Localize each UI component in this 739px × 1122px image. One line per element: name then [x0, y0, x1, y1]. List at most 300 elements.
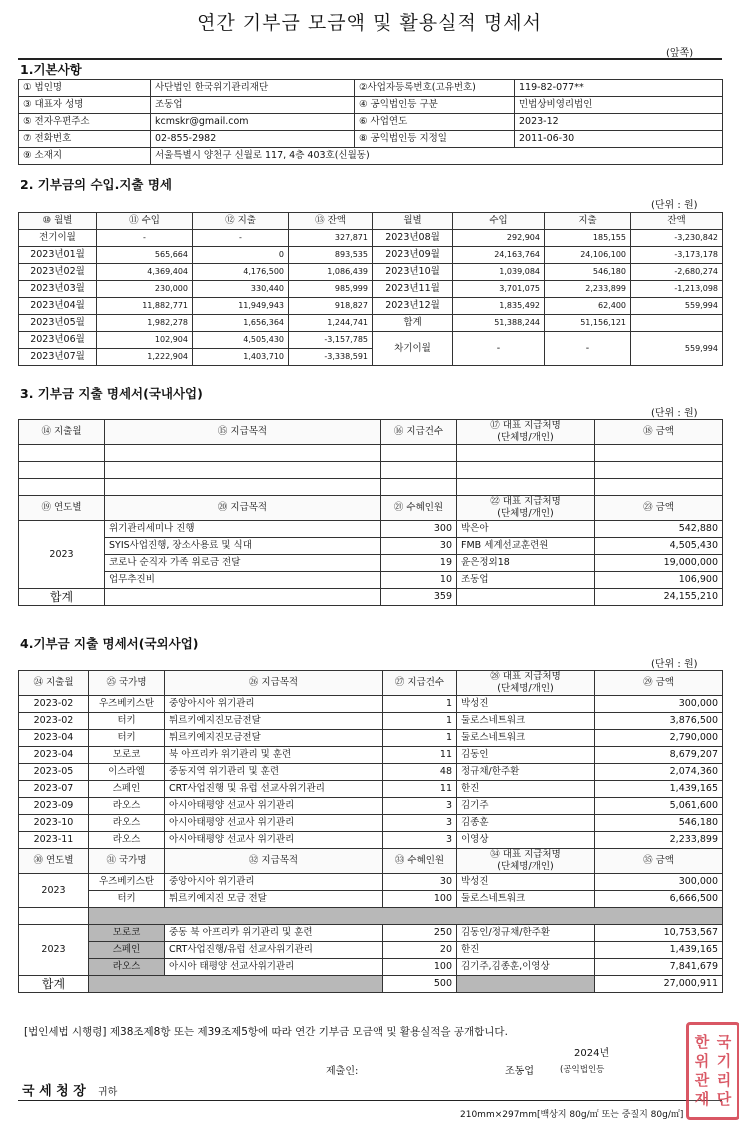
table-cell: 김종훈: [457, 815, 595, 832]
column-header: ⑫ 지출: [193, 213, 289, 230]
table-cell: [19, 445, 105, 462]
table-cell: 2023-04: [19, 747, 89, 764]
table-row: [19, 538, 723, 555]
table-cell: 330,440: [193, 281, 289, 298]
table-cell: 중동 북 아프리카 위기관리 및 훈련: [165, 925, 383, 942]
table-row: [19, 572, 723, 589]
table-cell: 2023-11: [19, 832, 89, 849]
field-label: ⑤ 전자우편주소: [19, 114, 151, 131]
column-header: [457, 849, 595, 874]
column-header: ㉗ 지급건수: [383, 671, 457, 696]
table-cell: 1: [383, 713, 457, 730]
column-header: [457, 420, 595, 445]
table-cell: -: [97, 230, 193, 247]
table-cell: [381, 462, 457, 479]
column-header: ㉓ 금액: [595, 496, 723, 521]
table-row: [19, 959, 723, 976]
table-cell: 20: [383, 942, 457, 959]
table-cell: 아시아 태평양 선교사위기관리: [165, 959, 383, 976]
table-cell: [19, 908, 89, 925]
table-header-row: [19, 671, 723, 696]
table-cell: 이스라엘: [89, 764, 165, 781]
seal-glyph: 관: [694, 1071, 710, 1089]
table-cell: 2,233,899: [545, 281, 631, 298]
table-cell: 김기주: [457, 798, 595, 815]
table-row: [19, 730, 723, 747]
column-header: ㉖ 지급목적: [165, 671, 383, 696]
recipient-suffix: 귀하: [98, 1087, 118, 1098]
table-cell: 한진: [457, 781, 595, 798]
column-header: 월별: [373, 213, 453, 230]
table-row: [19, 521, 723, 538]
table-cell: -3,230,842: [631, 230, 723, 247]
submitter-label: 제출인:: [326, 1066, 359, 1077]
table-cell: 565,664: [97, 247, 193, 264]
table-cell: 차기이월: [373, 332, 453, 366]
unit-label-overseas: (단위 : 원): [651, 659, 698, 670]
table-cell: [381, 479, 457, 496]
table-cell: 모로코: [89, 747, 165, 764]
field-label: ③ 대표자 성명: [19, 97, 151, 114]
table-cell: 라오스: [89, 815, 165, 832]
total-label: 합계: [19, 589, 105, 606]
table-row: [19, 747, 723, 764]
column-header: 지출: [545, 213, 631, 230]
table-cell: 2023-09: [19, 798, 89, 815]
table-cell: 8,679,207: [595, 747, 723, 764]
column-header: ⑬ 잔액: [289, 213, 373, 230]
unit-label-domestic: (단위 : 원): [651, 408, 698, 419]
table-cell: 우즈베키스탄: [89, 874, 165, 891]
table-cell: 2023-02: [19, 696, 89, 713]
table-cell: 박은아: [457, 521, 595, 538]
table-cell: 2023년11월: [373, 281, 453, 298]
table-cell: FMB 세계선교훈련원: [457, 538, 595, 555]
column-header: ⑩ 월별: [19, 213, 97, 230]
table-cell: 모로코: [89, 925, 165, 942]
section-domestic-heading: 3. 기부금 지출 명세서(국내사업): [20, 386, 203, 401]
table-cell: 2,790,000: [595, 730, 723, 747]
column-header: ⑲ 연도별: [19, 496, 105, 521]
table-cell: 11,882,771: [97, 298, 193, 315]
column-header: ⑯ 지급건수: [381, 420, 457, 445]
table-cell: 1: [383, 730, 457, 747]
table-cell: 3,701,075: [453, 281, 545, 298]
table-cell: 정규채/한주환: [457, 764, 595, 781]
table-cell: 2023년02월: [19, 264, 97, 281]
table-cell: 아시아태평양 선교사 위기관리: [165, 815, 383, 832]
table-cell: 3,876,500: [595, 713, 723, 730]
total-amount: 27,000,911: [595, 976, 723, 993]
column-header: ㉝ 수혜인원: [383, 849, 457, 874]
table-cell: [457, 589, 595, 606]
spacer-row: [19, 908, 723, 925]
table-cell: [105, 445, 381, 462]
table-cell: 2,074,360: [595, 764, 723, 781]
header-line: ㉞ 대표 지급처명: [490, 849, 561, 860]
table-cell: 3: [383, 798, 457, 815]
table-cell: -3,338,591: [289, 349, 373, 366]
table-cell: 2023년06월: [19, 332, 97, 349]
column-header: ㉙ 금액: [595, 671, 723, 696]
table-cell: [457, 445, 595, 462]
empty-row: [19, 445, 723, 462]
table-cell: 2023-07: [19, 781, 89, 798]
field-label: ⑥ 사업연도: [355, 114, 515, 131]
seal-glyph: 기: [716, 1052, 732, 1070]
table-cell: 30: [381, 538, 457, 555]
table-cell: 10: [381, 572, 457, 589]
column-header: 수입: [453, 213, 545, 230]
side-label: (앞쪽): [666, 48, 694, 59]
table-cell: 박성진: [457, 696, 595, 713]
table-cell: 1,222,904: [97, 349, 193, 366]
total-count: 500: [383, 976, 457, 993]
table-cell: 546,180: [595, 815, 723, 832]
table-cell: CRT사업진행 및 유럽 선교사위기관리: [165, 781, 383, 798]
total-row: [19, 589, 723, 606]
field-value: 2023-12: [515, 114, 723, 131]
paper-spec: 210mm×297mm[백상지 80g/㎡ 또는 중질지 80g/㎡]: [460, 1110, 684, 1120]
law-notice: [법인세법 시행령] 제38조제8항 또는 제39조제5항에 따라 연간 기부금 모금액 및 활용실적을 공개합니다.: [24, 1026, 508, 1038]
submitter-name: 조동업: [505, 1066, 534, 1077]
column-header: ⑪ 수입: [97, 213, 193, 230]
table-cell: 6,666,500: [595, 891, 723, 908]
table-cell: 김기주,김종훈,이영상: [457, 959, 595, 976]
table-cell: [595, 479, 723, 496]
column-header: 잔액: [631, 213, 723, 230]
table-cell: 2023-05: [19, 764, 89, 781]
table-cell: 542,880: [595, 521, 723, 538]
table-cell: [105, 462, 381, 479]
table-cell: 라오스: [89, 832, 165, 849]
table-cell: 업무추진비: [105, 572, 381, 589]
year-cell: 2023: [19, 521, 105, 589]
total-label: 합계: [19, 976, 89, 993]
table-cell: 라오스: [89, 959, 165, 976]
table-cell: -1,213,098: [631, 281, 723, 298]
table-cell: 중동지역 위기관리 및 훈련: [165, 764, 383, 781]
table-cell: 2023년09월: [373, 247, 453, 264]
table-cell: 327,871: [289, 230, 373, 247]
table-cell: [457, 462, 595, 479]
table-row: [19, 114, 723, 131]
table-row: [19, 696, 723, 713]
column-header: ㉕ 국가명: [89, 671, 165, 696]
table-row: [19, 281, 723, 298]
column-header: [457, 671, 595, 696]
table-cell: 2023년05월: [19, 315, 97, 332]
field-value: 서울특별시 양천구 신월로 117, 4층 403호(신월동): [151, 148, 723, 165]
table-cell: 김동인/정규채/한주환: [457, 925, 595, 942]
table-cell: 2023년07월: [19, 349, 97, 366]
column-header: ㉜ 지급목적: [165, 849, 383, 874]
seal-glyph: 리: [716, 1071, 732, 1089]
header-line: ㉘ 대표 지급처명: [490, 671, 561, 682]
domestic-table: [18, 419, 723, 606]
table-cell: 546,180: [545, 264, 631, 281]
table-cell: 1,982,278: [97, 315, 193, 332]
table-cell: 이영상: [457, 832, 595, 849]
column-header: ㉔ 지출월: [19, 671, 89, 696]
table-row: [19, 874, 723, 891]
official-seal-stamp: [686, 1022, 739, 1120]
table-cell: 48: [383, 764, 457, 781]
table-cell: 2023-04: [19, 730, 89, 747]
table-cell: 4,505,430: [193, 332, 289, 349]
table-cell: [19, 479, 105, 496]
table-cell: 300: [381, 521, 457, 538]
table-cell: 3: [383, 832, 457, 849]
table-cell: 조동업: [457, 572, 595, 589]
table-row: [19, 230, 723, 247]
total-amount: 24,155,210: [595, 589, 723, 606]
table-cell: 1,039,084: [453, 264, 545, 281]
table-row: [19, 942, 723, 959]
table-row: [19, 315, 723, 332]
table-row: [19, 148, 723, 165]
table-cell: SYIS사업진행, 장소사용료 및 식대: [105, 538, 381, 555]
column-header: ㉚ 연도별: [19, 849, 89, 874]
section-basic-heading: 1.기본사항: [20, 62, 82, 77]
table-cell: 2023년03월: [19, 281, 97, 298]
table-cell: 터키: [89, 891, 165, 908]
table-cell: 전기이월: [19, 230, 97, 247]
table-row: [19, 781, 723, 798]
table-cell: 19,000,000: [595, 555, 723, 572]
total-count: 359: [381, 589, 457, 606]
table-cell: 24,163,764: [453, 247, 545, 264]
seal-glyph: 단: [716, 1090, 732, 1108]
table-row: [19, 131, 723, 148]
page-title: 연간 기부금 모금액 및 활용실적 명세서: [197, 12, 542, 34]
table-row: [19, 764, 723, 781]
table-cell: 윤은정외18: [457, 555, 595, 572]
table-cell: 51,388,244: [453, 315, 545, 332]
field-value: 민법상비영리법인: [515, 97, 723, 114]
table-cell: 합계: [373, 315, 453, 332]
table-cell: 185,155: [545, 230, 631, 247]
table-cell: 1,403,710: [193, 349, 289, 366]
basic-info-table: [18, 79, 723, 165]
section-overseas-heading: 4.기부금 지출 명세서(국외사업): [20, 636, 199, 651]
table-cell: 박성진: [457, 874, 595, 891]
recipient: 국 세 청 장: [22, 1084, 86, 1099]
header-line: ㉒ 대표 지급처명: [490, 496, 561, 507]
table-cell: CRT사업진행/유럽 선교사위기관리: [165, 942, 383, 959]
table-cell: 106,900: [595, 572, 723, 589]
table-cell: 터키: [89, 730, 165, 747]
table-cell: 893,535: [289, 247, 373, 264]
field-value: 119-82-077**: [515, 80, 723, 97]
field-value: 02-855-2982: [151, 131, 355, 148]
table-cell: 102,904: [97, 332, 193, 349]
table-cell: 둘로스네트워크: [457, 730, 595, 747]
table-cell: 0: [193, 247, 289, 264]
seal-glyph: 위: [694, 1052, 710, 1070]
table-cell: -: [453, 332, 545, 366]
table-cell: [89, 908, 723, 925]
table-cell: 11: [383, 747, 457, 764]
table-cell: [381, 445, 457, 462]
table-cell: 2,233,899: [595, 832, 723, 849]
table-cell: 1,439,165: [595, 942, 723, 959]
table-row: [19, 332, 723, 349]
field-label: ⑨ 소재지: [19, 148, 151, 165]
overseas-table: [18, 670, 723, 993]
column-header: ㉛ 국가명: [89, 849, 165, 874]
top-rule: [18, 58, 722, 60]
year-cell: 2023: [19, 925, 89, 976]
table-cell: 코로나 순직자 가족 위로금 전달: [105, 555, 381, 572]
table-cell: 튀르키예지진모금전달: [165, 730, 383, 747]
table-cell: [595, 462, 723, 479]
table-cell: 라오스: [89, 798, 165, 815]
field-label: ②사업자등록번호(고유번호): [355, 80, 515, 97]
submission-year: 2024년: [574, 1048, 610, 1059]
unit-label-income: (단위 : 원): [651, 200, 698, 211]
table-header-row: [19, 849, 723, 874]
table-cell: 62,400: [545, 298, 631, 315]
table-cell: 100: [383, 959, 457, 976]
header-line: (단체명/개인): [497, 683, 554, 694]
table-cell: 30: [383, 874, 457, 891]
column-header: ⑮ 지급목적: [105, 420, 381, 445]
table-cell: 10,753,567: [595, 925, 723, 942]
table-cell: 우즈베키스탄: [89, 696, 165, 713]
table-cell: 300,000: [595, 874, 723, 891]
table-cell: 2023년12월: [373, 298, 453, 315]
header-line: (단체명/개인): [497, 432, 554, 443]
table-row: [19, 97, 723, 114]
table-header-row: [19, 496, 723, 521]
table-row: [19, 264, 723, 281]
bottom-rule: [18, 1100, 722, 1101]
empty-row: [19, 479, 723, 496]
seal-glyph: 국: [716, 1033, 732, 1051]
table-row: [19, 832, 723, 849]
table-cell: 3: [383, 815, 457, 832]
table-cell: -: [545, 332, 631, 366]
table-cell: 1,086,439: [289, 264, 373, 281]
table-cell: [457, 976, 595, 993]
table-cell: 위기관리세미나 진행: [105, 521, 381, 538]
header-line: (단체명/개인): [497, 861, 554, 872]
table-cell: 중앙아시아 위기관리: [165, 696, 383, 713]
table-row: [19, 713, 723, 730]
field-label: ⑦ 전화번호: [19, 131, 151, 148]
field-value: 조동업: [151, 97, 355, 114]
table-cell: 2023년04월: [19, 298, 97, 315]
table-cell: 북 아프리카 위기관리 및 훈련: [165, 747, 383, 764]
table-cell: [457, 479, 595, 496]
table-cell: 2023년10월: [373, 264, 453, 281]
table-cell: 11,949,943: [193, 298, 289, 315]
table-cell: [631, 315, 723, 332]
seal-glyph: 재: [694, 1090, 710, 1108]
table-cell: 1,835,492: [453, 298, 545, 315]
table-header-row: [19, 420, 723, 445]
table-row: [19, 298, 723, 315]
table-cell: 19: [381, 555, 457, 572]
section-income-heading: 2. 기부금의 수입.지출 명세: [20, 177, 173, 192]
table-cell: 아시아태평양 선교사 위기관리: [165, 798, 383, 815]
header-line: (단체명/개인): [497, 508, 554, 519]
field-label: ④ 공익법인등 구분: [355, 97, 515, 114]
table-cell: 292,904: [453, 230, 545, 247]
total-row: [19, 976, 723, 993]
field-value: kcmskr@gmail.com: [151, 114, 355, 131]
table-cell: 아시아태평양 선교사 위기관리: [165, 832, 383, 849]
column-header: ㉑ 수혜인원: [381, 496, 457, 521]
table-cell: 2023년01월: [19, 247, 97, 264]
table-row: [19, 891, 723, 908]
table-cell: 24,106,100: [545, 247, 631, 264]
table-cell: 스페인: [89, 942, 165, 959]
header-line: ⑰ 대표 지급처명: [490, 420, 561, 431]
table-cell: 중앙아시아 위기관리: [165, 874, 383, 891]
column-header: ⑭ 지출월: [19, 420, 105, 445]
table-cell: 2023-02: [19, 713, 89, 730]
table-cell: 559,994: [631, 298, 723, 315]
field-label: ⑧ 공익법인등 지정일: [355, 131, 515, 148]
table-cell: -: [193, 230, 289, 247]
table-cell: 918,827: [289, 298, 373, 315]
table-cell: [595, 445, 723, 462]
table-cell: 4,369,404: [97, 264, 193, 281]
table-cell: 51,156,121: [545, 315, 631, 332]
table-row: [19, 925, 723, 942]
table-cell: 985,999: [289, 281, 373, 298]
table-row: [19, 247, 723, 264]
empty-row: [19, 462, 723, 479]
table-cell: [19, 462, 105, 479]
table-cell: 스페인: [89, 781, 165, 798]
seal-glyph: 한: [694, 1033, 710, 1051]
field-label: ① 법인명: [19, 80, 151, 97]
table-cell: 김동인: [457, 747, 595, 764]
table-cell: 5,061,600: [595, 798, 723, 815]
table-cell: 230,000: [97, 281, 193, 298]
table-cell: 11: [383, 781, 457, 798]
table-cell: 둘로스네트워크: [457, 713, 595, 730]
column-header: [457, 496, 595, 521]
year-cell: 2023: [19, 874, 89, 908]
table-row: [19, 815, 723, 832]
table-cell: 1: [383, 696, 457, 713]
column-header: ⑱ 금액: [595, 420, 723, 445]
table-cell: 2023년08월: [373, 230, 453, 247]
table-cell: 2023-10: [19, 815, 89, 832]
table-cell: 1,656,364: [193, 315, 289, 332]
table-cell: -3,173,178: [631, 247, 723, 264]
table-header-row: [19, 213, 723, 230]
table-cell: [89, 976, 383, 993]
table-cell: -3,157,785: [289, 332, 373, 349]
table-cell: 튀르키예지진 모금 전달: [165, 891, 383, 908]
submitter-note: (공익법인등: [560, 1065, 605, 1075]
field-value: 사단법인 한국위기관리재단: [151, 80, 355, 97]
table-row: [19, 555, 723, 572]
table-cell: 300,000: [595, 696, 723, 713]
table-cell: 터키: [89, 713, 165, 730]
field-value: 2011-06-30: [515, 131, 723, 148]
column-header: ㉟ 금액: [595, 849, 723, 874]
income-table: [18, 212, 723, 366]
table-cell: [105, 479, 381, 496]
table-cell: 1,439,165: [595, 781, 723, 798]
table-cell: 250: [383, 925, 457, 942]
